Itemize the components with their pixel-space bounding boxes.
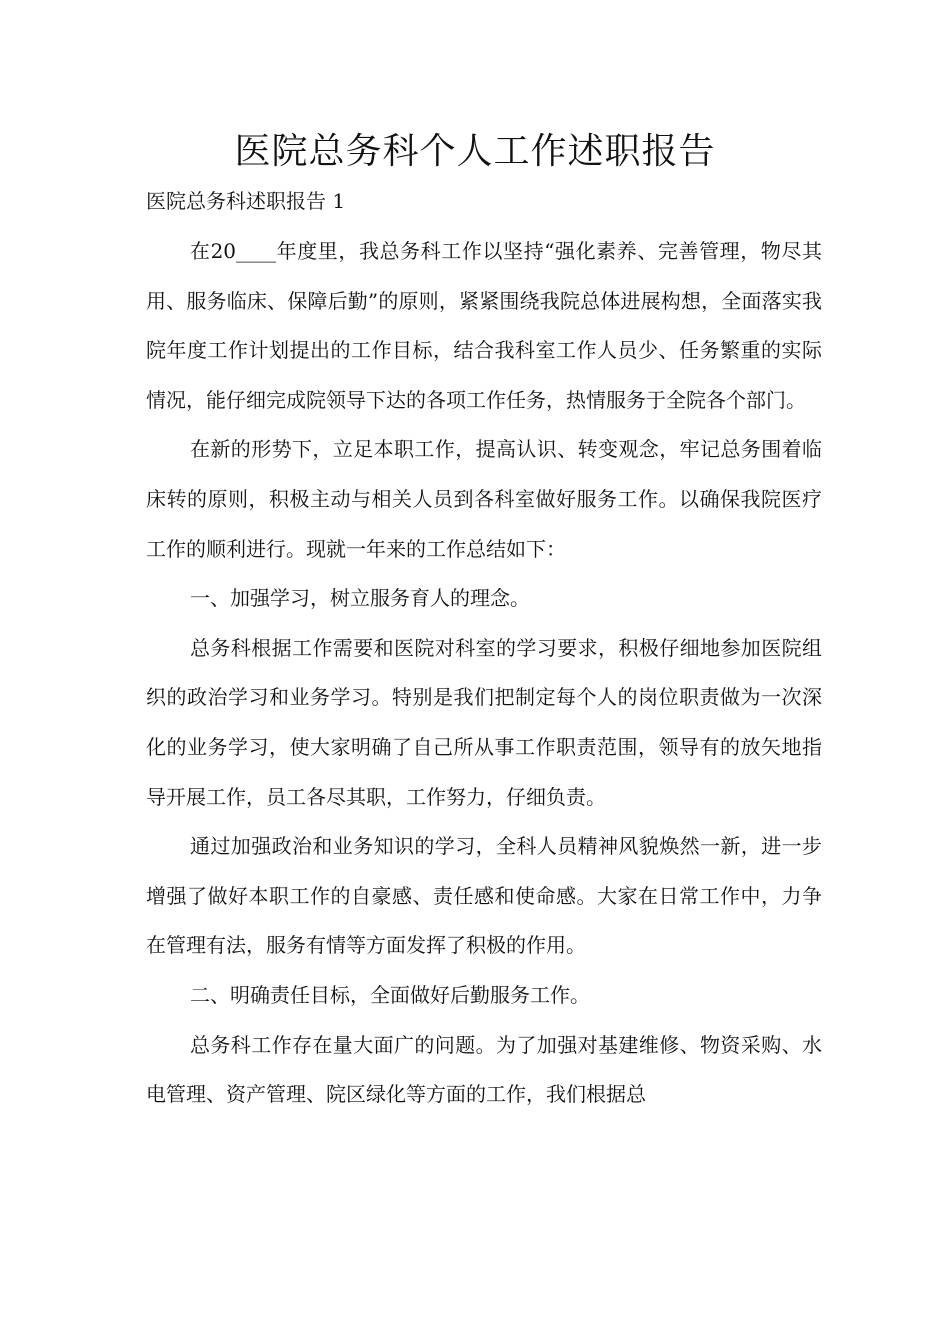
paragraph-responsibility: 总务科工作存在量大面广的问题。为了加强对基建维修、物资采购、水电管理、资产管理、院区绿化等方面的工作，我们根据总 (146, 1032, 822, 1107)
paragraph-context: 在新的形势下，立足本职工作，提高认识、转变观念，牢记总务围着临床转的原则，积极主动与相关人员到各科室做好服务工作。以确保我院医疗工作的顺利进行。现就一年来的工作总结如下： (146, 437, 822, 561)
document-subtitle: 医院总务科述职报告 1 (146, 189, 346, 213)
paragraph-intro: 在20____年度里，我总务科工作以坚持“强化素养、完善管理，物尽其用、服务临床、保障后勤”的原则，紧紧围绕我院总体进展构想，全面落实我院年度工作计划提出的工作目标，结合我科室工作人员少、任务繁重的实际情况，能仔细完成院领导下达的各项工作任务，热情服务于全院各个部门。 (146, 239, 822, 412)
document-body (146, 227, 822, 1120)
section-heading-1: 一、加强学习，树立服务育人的理念。 (190, 586, 530, 611)
document-title: 医院总务科个人工作述职报告 (234, 131, 716, 172)
paragraph-study: 总务科根据工作需要和医院对科室的学习要求，积极仔细地参加医院组织的政治学习和业务学习。特别是我们把制定每个人的岗位职责做为一次深化的业务学习，使大家明确了自己所从事工作职责范围，领导有的放矢地指导开展工作，员工各尽其职，工作努力，仔细负责。 (146, 635, 822, 809)
paragraph-results: 通过加强政治和业务知识的学习，全科人员精神风貌焕然一新，进一步增强了做好本职工作的自豪感、责任感和使命感。大家在日常工作中，力争在管理有法，服务有情等方面发挥了积极的作用。 (146, 834, 822, 958)
section-heading-2: 二、明确责任目标，全面做好后勤服务工作。 (190, 982, 590, 1007)
